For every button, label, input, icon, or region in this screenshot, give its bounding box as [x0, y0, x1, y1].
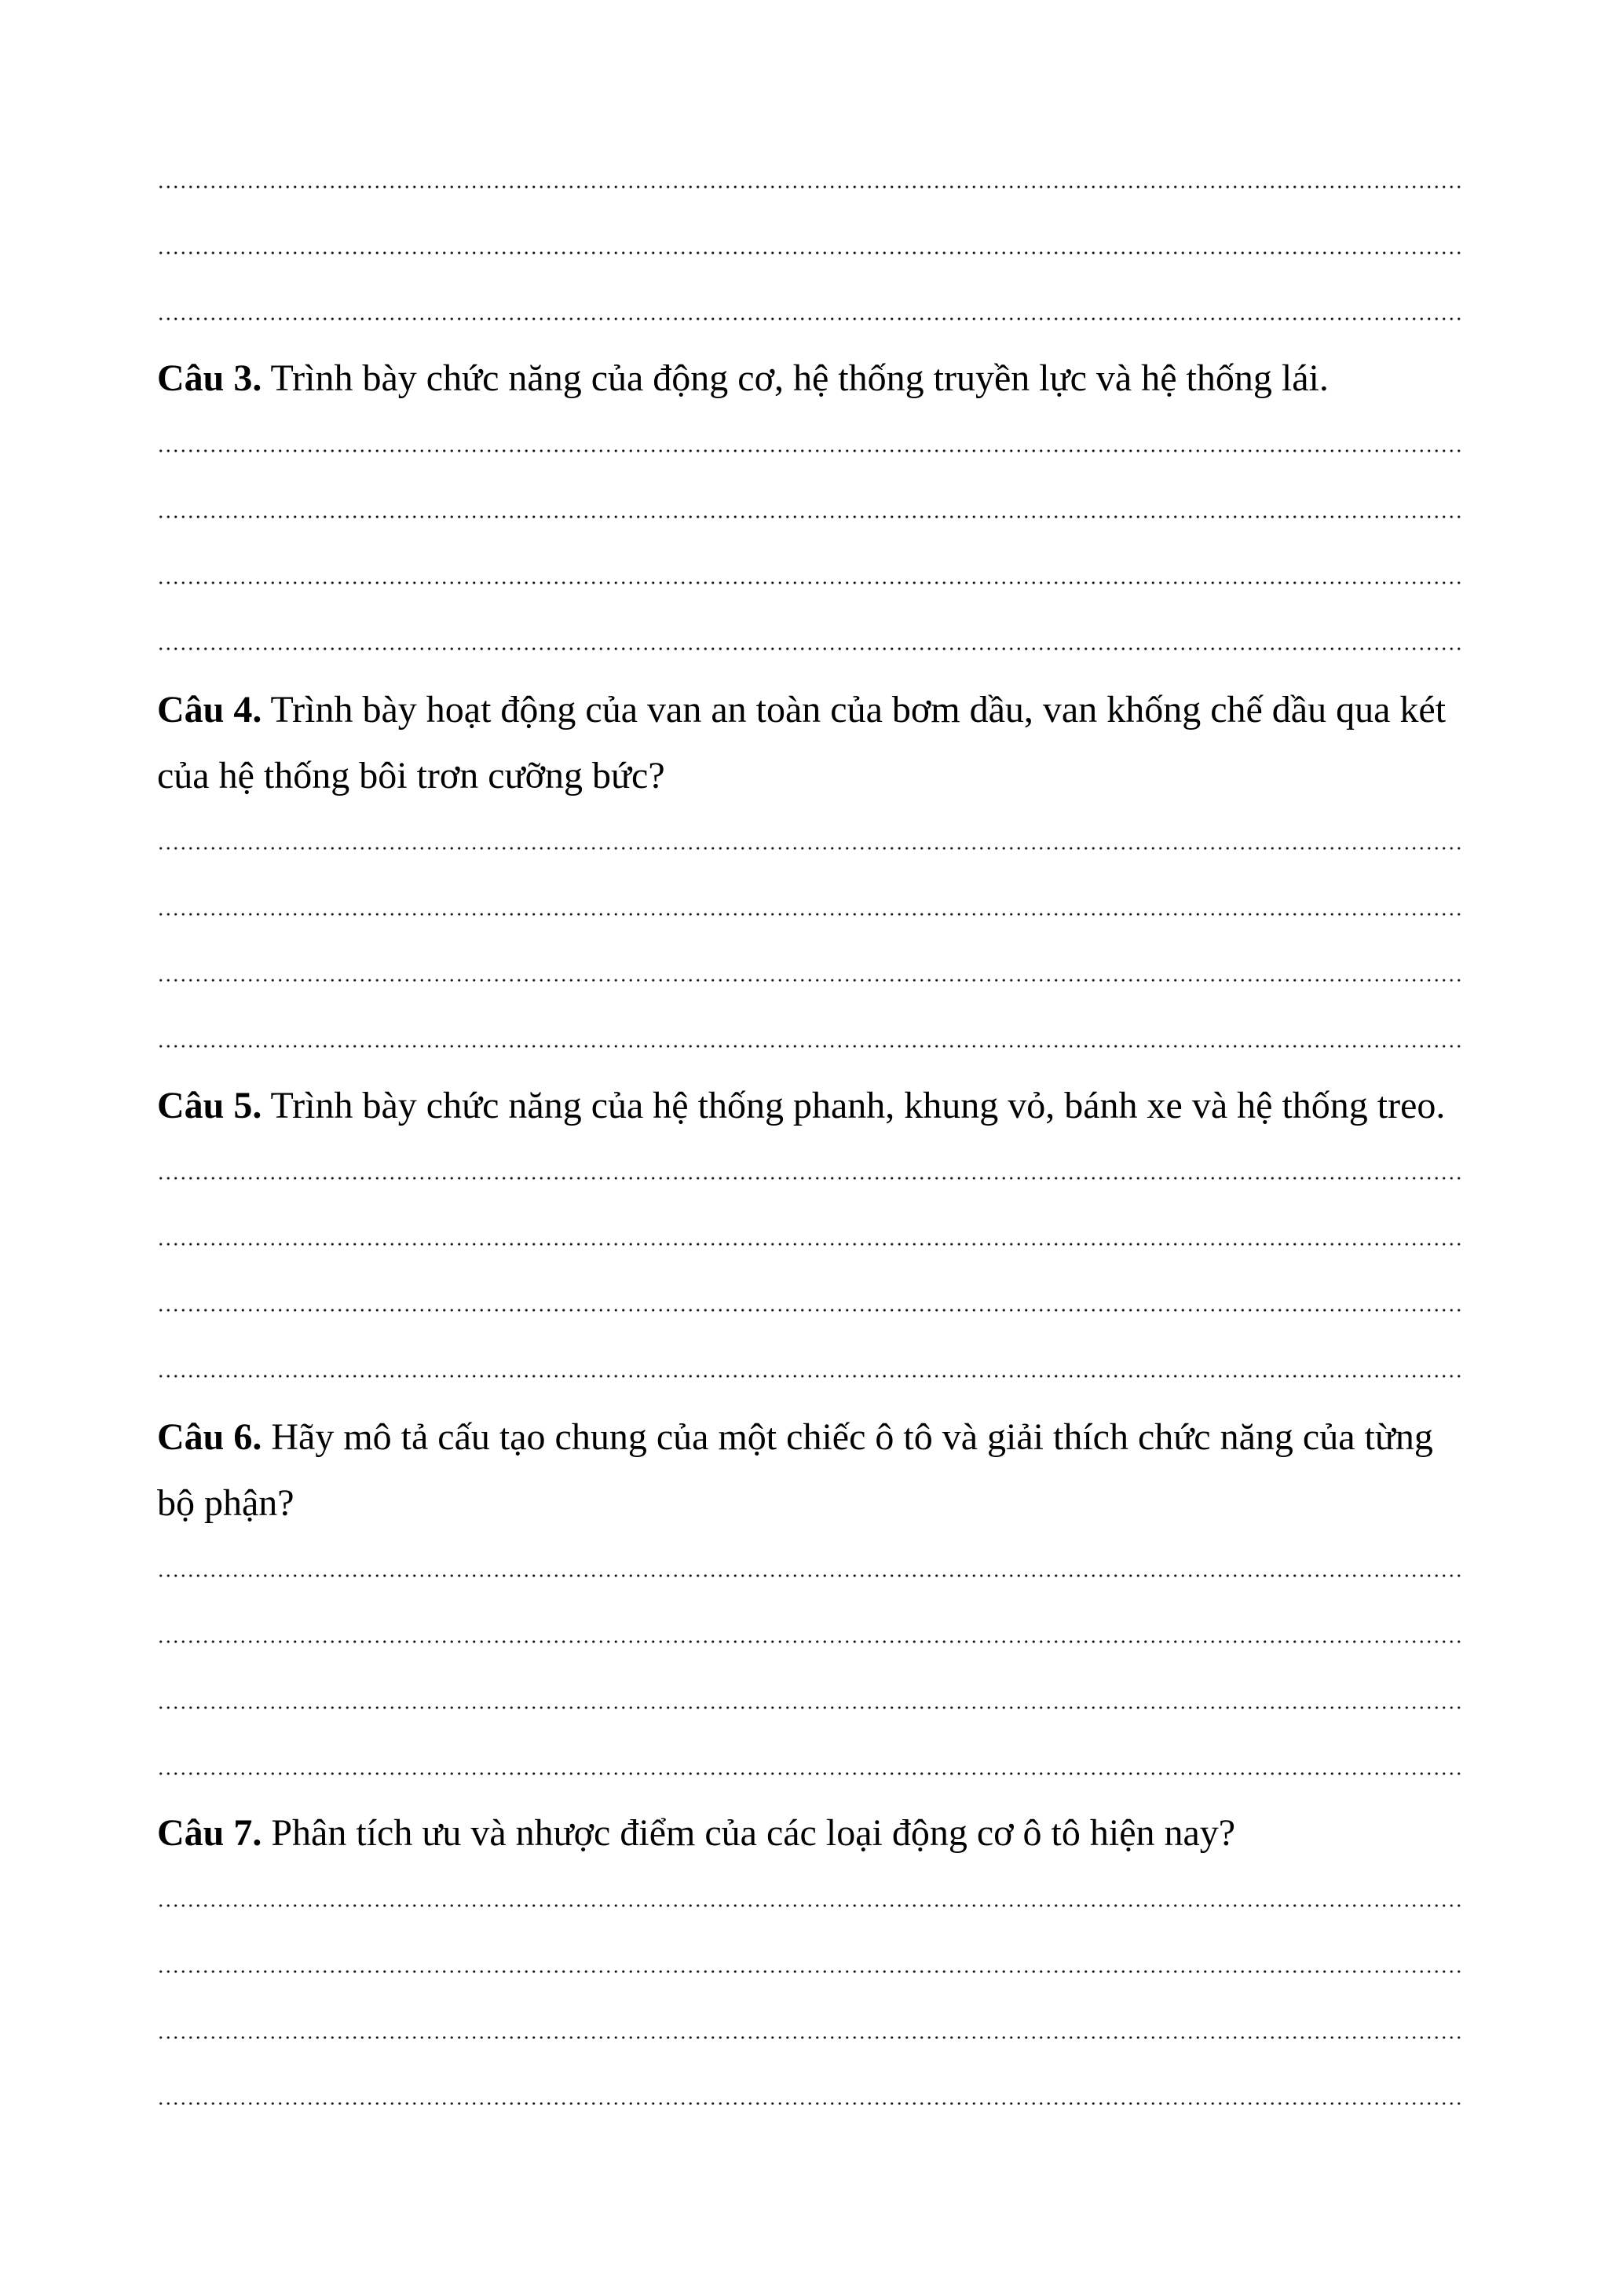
question-text-line1: Trình bày hoạt động của van an toàn của bơm dầu, van khống chế dầu qua két	[270, 689, 1447, 731]
answer-line	[157, 1772, 1461, 1775]
answer-line	[157, 515, 1461, 518]
question-label: Câu 4.	[157, 689, 262, 731]
answer-line	[157, 581, 1461, 584]
question-7	[157, 1800, 1476, 1866]
answer-line	[157, 847, 1461, 850]
answer-line	[157, 1045, 1461, 1048]
answer-line	[157, 647, 1461, 650]
question-label: Câu 3.	[157, 357, 262, 399]
answer-line	[157, 449, 1461, 452]
answer-line	[157, 913, 1461, 916]
answer-line	[157, 1706, 1461, 1709]
answer-line	[157, 2102, 1461, 2105]
answer-line	[157, 185, 1461, 189]
answer-line	[157, 979, 1461, 982]
question-4-continued	[157, 743, 1476, 809]
question-label: Câu 6.	[157, 1416, 262, 1458]
answer-line	[157, 1177, 1461, 1180]
question-label: Câu 5.	[157, 1085, 262, 1126]
question-6-continued	[157, 1470, 1476, 1536]
answer-line	[157, 1640, 1461, 1643]
question-text: Phân tích ưu và nhược điểm của các loại động cơ ô tô hiện nay?	[271, 1812, 1236, 1854]
answer-line	[157, 1574, 1461, 1577]
answer-line	[157, 2036, 1461, 2039]
question-6	[157, 1404, 1476, 1470]
answer-line	[157, 317, 1461, 320]
question-3	[157, 346, 1476, 412]
answer-line	[157, 1309, 1461, 1312]
question-text: Trình bày chức năng của hệ thống phanh, khung vỏ, bánh xe và hệ thống treo.	[270, 1085, 1446, 1126]
question-text-line2: bộ phận?	[157, 1482, 294, 1524]
question-5	[157, 1073, 1476, 1139]
answer-line	[157, 1904, 1461, 1907]
answer-line	[157, 1243, 1461, 1246]
answer-line	[157, 1970, 1461, 1973]
answer-line	[157, 251, 1461, 255]
question-text: Trình bày chức năng của động cơ, hệ thống truyền lực và hệ thống lái.	[270, 357, 1329, 399]
question-text-line1: Hãy mô tả cấu tạo chung của một chiếc ô tô và giải thích chức năng của từng	[271, 1416, 1433, 1458]
answer-line	[157, 1375, 1461, 1378]
question-4	[157, 677, 1476, 743]
question-text-line2: của hệ thống bôi trơn cưỡng bức?	[157, 755, 665, 796]
question-label: Câu 7.	[157, 1812, 262, 1854]
